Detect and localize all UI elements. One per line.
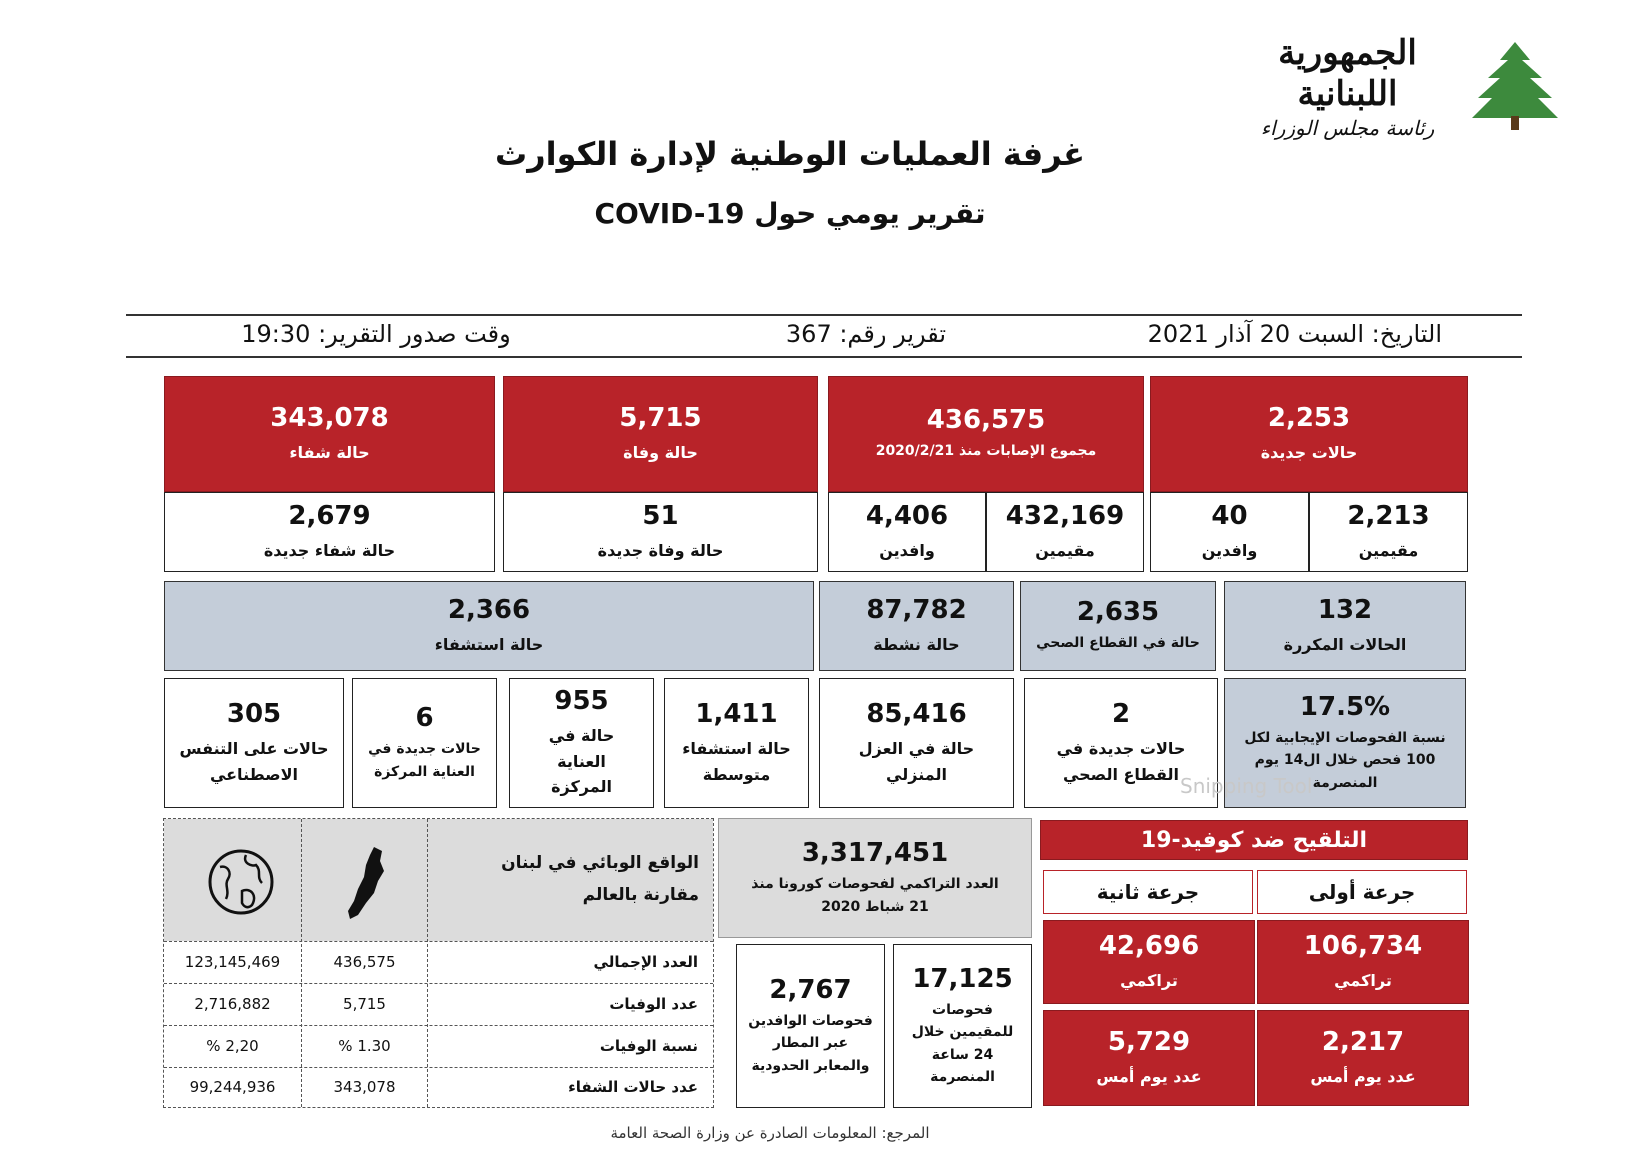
icu-box <box>509 678 654 808</box>
moderate-label: حالة استشفاء متوسطة <box>682 739 791 784</box>
hospitalized-box <box>164 581 814 671</box>
lebanon-death-rate: 1.30 % <box>338 1037 391 1055</box>
row-label: العدد الإجمالي <box>593 953 698 971</box>
republic-name: الجمهورية اللبنانية <box>1278 33 1417 114</box>
resident-tests-label: فحوصات للمقيمين خلال 24 ساعة المنصرمة <box>911 1001 1014 1085</box>
active-cases-box <box>819 581 1014 671</box>
dose1-cumulative-box <box>1257 920 1469 1004</box>
report-number: تقرير رقم: 367 <box>785 320 947 348</box>
dose2-cumulative-label: تراكمي <box>1120 970 1178 990</box>
dose1-yesterday-value: 2,217 <box>1321 1026 1405 1057</box>
page-subtitle: تقرير يومي حول COVID-19 <box>594 196 986 230</box>
ventilator-box <box>164 678 344 808</box>
row-label: عدد حالات الشفاء <box>568 1078 698 1096</box>
hospitalized-value: 2,366 <box>447 594 531 625</box>
moderate-value: 1,411 <box>695 698 778 729</box>
total-residents-box <box>986 492 1144 572</box>
presidency-name: رئاسة مجلس الوزراء <box>1260 115 1435 140</box>
lebanon-map-icon <box>344 845 394 921</box>
home-isolation-label: حالة في العزل المنزلي <box>858 739 975 784</box>
dose2-cumulative-box <box>1043 920 1255 1004</box>
dose1-header: جرعة أولى <box>1257 870 1467 914</box>
new-deaths-box <box>503 492 818 572</box>
health-new-label: حالات جديدة في القطاع الصحي <box>1056 739 1186 784</box>
lebanon-total: 436,575 <box>333 953 396 971</box>
new-deaths-value: 51 <box>642 500 679 531</box>
new-arrivals-box <box>1150 492 1309 572</box>
ventilator-label: حالات على التنفس الاصطناعي <box>179 739 329 784</box>
total-arrivals-label: وافدين <box>879 540 935 560</box>
world-total: 123,145,469 <box>184 953 281 971</box>
recovered-value: 343,078 <box>270 402 389 433</box>
hospitalized-label: حالة استشفاء <box>434 634 544 654</box>
comparison-title: الواقع الوبائي في لبنان مقارنة بالعالم <box>501 853 699 906</box>
total-cases-box <box>828 376 1144 492</box>
new-residents-label: مقيمين <box>1358 540 1419 560</box>
icu-value: 955 <box>554 686 609 717</box>
dose1-cumulative-label: تراكمي <box>1334 970 1392 990</box>
deaths-label: حالة وفاة <box>623 442 698 462</box>
total-cases-label: مجموع الإصابات منذ 2020/2/21 <box>875 443 1097 460</box>
dose1-yesterday-box <box>1257 1010 1469 1106</box>
row-label: عدد الوفيات <box>609 995 698 1013</box>
dose1-cumulative-value: 106,734 <box>1303 930 1423 961</box>
health-sector-box <box>1020 581 1216 671</box>
total-arrivals-value: 4,406 <box>865 500 949 531</box>
recovered-box <box>164 376 495 492</box>
cumulative-tests-value: 3,317,451 <box>801 838 949 869</box>
moderate-box <box>664 678 809 808</box>
snipping-tool-watermark: Snipping Tool <box>1180 774 1313 798</box>
active-cases-label: حالة نشطة <box>873 634 960 654</box>
resident-tests-box <box>893 944 1032 1108</box>
dose2-yesterday-label: عدد يوم أمس <box>1096 1066 1202 1086</box>
globe-icon <box>206 847 276 917</box>
dose2-header: جرعة ثانية <box>1043 870 1253 914</box>
page-title: غرفة العمليات الوطنية لإدارة الكوارث <box>495 135 1085 173</box>
info-bar <box>126 314 1522 358</box>
active-cases-value: 87,782 <box>866 594 967 625</box>
report-time: وقت صدور التقرير: 19:30 <box>241 320 511 348</box>
icu-new-value: 6 <box>415 703 434 734</box>
new-cases-value: 2,253 <box>1267 402 1351 433</box>
ventilator-value: 305 <box>226 698 282 729</box>
footer-source: المرجع: المعلومات الصادرة عن وزارة الصحة العامة <box>610 1124 930 1142</box>
total-cases-value: 436,575 <box>926 405 1046 436</box>
health-new-value: 2 <box>1111 698 1131 729</box>
icu-label: حالة في العناية المركزة <box>548 726 615 797</box>
new-recovered-value: 2,679 <box>288 500 371 531</box>
dose1-yesterday-label: عدد يوم أمس <box>1310 1066 1416 1086</box>
arrival-tests-value: 2,767 <box>769 974 852 1005</box>
new-recovered-label: حالة شفاء جديدة <box>263 540 396 560</box>
new-arrivals-value: 40 <box>1211 500 1248 531</box>
cumulative-tests-box <box>718 818 1032 938</box>
health-sector-value: 2,635 <box>1076 597 1160 628</box>
repeated-cases-box <box>1224 581 1466 671</box>
dose2-cumulative-value: 42,696 <box>1098 930 1200 961</box>
world-death-rate: 2,20 % <box>206 1037 259 1055</box>
home-isolation-box <box>819 678 1014 808</box>
world-recovered: 99,244,936 <box>189 1078 276 1096</box>
dose2-yesterday-box <box>1043 1010 1255 1106</box>
deaths-value: 5,715 <box>619 402 702 433</box>
new-residents-box <box>1309 492 1468 572</box>
republic-header <box>1230 33 1465 140</box>
report-date: التاريخ: السبت 20 آذار 2021 <box>1147 320 1442 348</box>
health-sector-label: حالة في القطاع الصحي <box>1036 635 1200 652</box>
cedar-tree-icon <box>1470 40 1560 132</box>
cumulative-tests-label: العدد التراكمي لفحوصات كورونا منذ 21 شباط 2020 <box>751 876 999 915</box>
arrival-tests-box <box>736 944 885 1108</box>
total-residents-value: 432,169 <box>1005 500 1125 531</box>
new-deaths-label: حالة وفاة جديدة <box>597 540 724 560</box>
new-residents-value: 2,213 <box>1347 500 1430 531</box>
total-residents-label: مقيمين <box>1035 540 1095 560</box>
row-label: نسبة الوفيات <box>599 1037 698 1055</box>
dose2-yesterday-value: 5,729 <box>1107 1026 1191 1057</box>
new-cases-label: حالات جديدة <box>1260 442 1358 462</box>
new-recovered-box <box>164 492 495 572</box>
recovered-label: حالة شفاء <box>289 442 370 462</box>
positivity-value: 17.5% <box>1299 691 1391 722</box>
icu-new-box <box>352 678 497 808</box>
comparison-table <box>163 818 714 1108</box>
repeated-cases-value: 132 <box>1317 594 1373 625</box>
icu-new-label: حالات جديدة في العناية المركزة <box>368 741 481 780</box>
resident-tests-value: 17,125 <box>912 963 1013 994</box>
lebanon-deaths: 5,715 <box>343 995 386 1013</box>
world-deaths: 2,716,882 <box>194 995 271 1013</box>
vaccination-title: التلقيح ضد كوفيد-19 <box>1040 820 1468 860</box>
lebanon-recovered: 343,078 <box>333 1078 396 1096</box>
positivity-label: نسبة الفحوصات الإيجابية لكل 100 فحص خلال ال14 يوم المنصرمة <box>1244 730 1446 791</box>
arrival-tests-label: فحوصات الوافدين عبر المطار والمعابر الحدودية <box>748 1013 873 1074</box>
new-cases-box <box>1150 376 1468 492</box>
new-arrivals-label: وافدين <box>1201 540 1258 560</box>
deaths-box <box>503 376 818 492</box>
home-isolation-value: 85,416 <box>866 698 967 729</box>
repeated-cases-label: الحالات المكررة <box>1283 634 1407 654</box>
total-arrivals-box <box>828 492 986 572</box>
